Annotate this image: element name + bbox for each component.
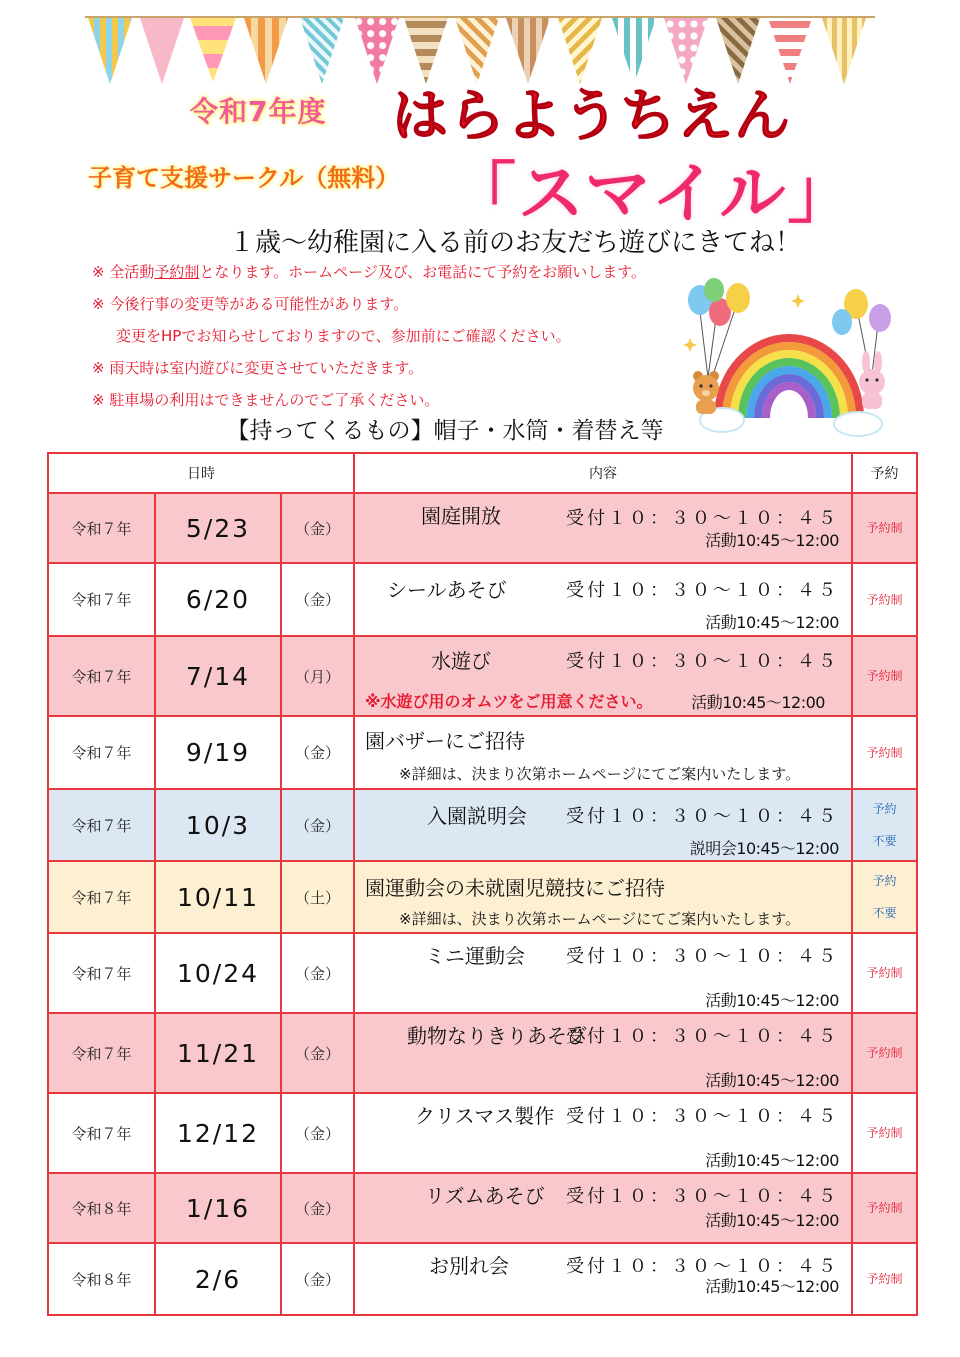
reservation-line: 不要 [872, 834, 897, 848]
reservation-cell [852, 789, 917, 861]
content-cell [354, 1093, 852, 1173]
table-row [48, 1093, 917, 1173]
content-cell [354, 636, 852, 716]
table-row [48, 636, 917, 716]
reservation-cell: 予約制 [852, 563, 917, 636]
date-cell: 5/23 [155, 493, 281, 563]
date-cell: 9/19 [155, 716, 281, 789]
table-row [48, 716, 917, 789]
table-row [48, 933, 917, 1013]
table-row [48, 789, 917, 861]
event-title: 入園説明会 [427, 804, 527, 828]
activity-time: 説明会10:45〜12:00 [689, 839, 839, 858]
era-cell: 令和７年 [48, 789, 155, 861]
circle-name: 「スマイル」 [450, 155, 856, 232]
date-cell: 11/21 [155, 1013, 281, 1093]
event-title: 動物なりきりあそび [407, 1024, 587, 1048]
event-title: クリスマス製作 [415, 1104, 555, 1128]
activity-time: 活動10:45〜12:00 [691, 693, 825, 712]
weekday-cell: （金） [281, 493, 354, 563]
table-row [48, 563, 917, 636]
pennant-flag [244, 18, 288, 84]
content-cell [354, 789, 852, 861]
content-cell [354, 933, 852, 1013]
reservation-cell: 予約制 [852, 716, 917, 789]
activity-time: 活動10:45〜12:00 [705, 613, 839, 632]
activity-time: 活動10:45〜12:00 [705, 531, 839, 550]
reservation-cell: 予約制 [852, 933, 917, 1013]
weekday-cell: （金） [281, 933, 354, 1013]
note-item: ※ 駐車場の利用はできませんのでご了承ください。 [92, 391, 440, 409]
reservation-line: 予約 [872, 874, 897, 888]
items-to-bring: 【持ってくるもの】帽子・水筒・着替え等 [226, 418, 664, 444]
reservation-cell [852, 861, 917, 933]
table-header-row [48, 453, 917, 493]
date-cell: 10/11 [155, 861, 281, 933]
header-datetime: 日時 [48, 453, 354, 493]
pennant-flag [822, 18, 866, 84]
date-cell: 6/20 [155, 563, 281, 636]
event-title: シールあそび [387, 578, 507, 602]
era-cell: 令和７年 [48, 716, 155, 789]
weekday-cell: （金） [281, 563, 354, 636]
content-cell [354, 563, 852, 636]
bear-icon [693, 371, 719, 414]
table-row [48, 861, 917, 933]
weekday-cell: （金） [281, 789, 354, 861]
event-title: ミニ運動会 [425, 944, 525, 968]
era-cell: 令和７年 [48, 1013, 155, 1093]
event-title: 園運動会の未就園児競技にご招待 [365, 876, 665, 900]
content-cell [354, 1243, 852, 1315]
weekday-cell: （金） [281, 1173, 354, 1243]
rabbit-icon [859, 351, 885, 409]
reservation-cell: 予約制 [852, 1093, 917, 1173]
activity-time: 活動10:45〜12:00 [705, 1211, 839, 1230]
subtitle: １歳〜幼稚園に入る前のお友だち遊びにきてね！ [228, 228, 801, 258]
date-cell: 10/24 [155, 933, 281, 1013]
header-content: 内容 [354, 453, 852, 493]
era-cell: 令和７年 [48, 933, 155, 1013]
era-cell: 令和７年 [48, 1093, 155, 1173]
circle-label: 子育て支援サークル（無料） [88, 164, 400, 192]
reservation-line: 予約 [872, 802, 897, 816]
reservation-cell: 予約制 [852, 1243, 917, 1315]
content-cell [354, 493, 852, 563]
event-title: 園庭開放 [421, 504, 501, 528]
note-item: ※ 雨天時は室内遊びに変更させていただきます。 [92, 359, 424, 377]
date-cell: 10/3 [155, 789, 281, 861]
note-item: ※ 今後行事の変更等がある可能性があります。 [92, 295, 409, 313]
reception-time: 受付１０：３０〜１０：４５ [566, 1186, 839, 1207]
reservation-cell: 予約制 [852, 1013, 917, 1093]
reservation-line: 不要 [872, 906, 897, 920]
pennant-flag [300, 18, 344, 84]
header-reservation: 予約 [852, 453, 917, 493]
table-row [48, 1243, 917, 1315]
schedule-table [47, 452, 918, 1316]
activity-time: 活動10:45〜12:00 [705, 1151, 839, 1170]
reservation-cell: 予約制 [852, 636, 917, 716]
era-cell: 令和７年 [48, 493, 155, 563]
note-item: 変更をHPでお知らせしておりますので、参加前にご確認ください。 [116, 327, 571, 345]
pennant-flag [140, 18, 184, 84]
table-row [48, 1013, 917, 1093]
date-cell: 2/6 [155, 1243, 281, 1315]
content-cell [354, 1173, 852, 1243]
event-title: お別れ会 [429, 1254, 509, 1278]
school-name: はらようちえん [392, 84, 791, 149]
rainbow-arc [718, 338, 860, 418]
pennant-flag [190, 18, 236, 82]
weekday-cell: （金） [281, 716, 354, 789]
note-item: ※ 全活動予約制となります。ホームページ及び、お電話にて予約をお願いします。 [92, 263, 647, 281]
weekday-cell: （金） [281, 1093, 354, 1173]
event-title: 水遊び [431, 649, 491, 673]
reception-time: 受付１０：３０〜１０：４５ [566, 1256, 839, 1277]
era-cell: 令和８年 [48, 1173, 155, 1243]
event-title: リズムあそび [425, 1184, 545, 1208]
table-row [48, 493, 917, 563]
weekday-cell: （土） [281, 861, 354, 933]
event-note: ※詳細は、決まり次第ホームページにてご案内いたします。 [399, 765, 801, 783]
era-cell: 令和７年 [48, 861, 155, 933]
notes-list [92, 256, 646, 416]
weekday-cell: （金） [281, 1013, 354, 1093]
reservation-cell: 予約制 [852, 493, 917, 563]
reception-time: 受付１０：３０〜１０：４５ [566, 1106, 839, 1127]
title-year: 令和7年度 [190, 95, 327, 128]
era-cell: 令和７年 [48, 563, 155, 636]
date-cell: 1/16 [155, 1173, 281, 1243]
bunting-string [85, 16, 875, 18]
activity-time: 活動10:45〜12:00 [705, 1277, 839, 1296]
warning-note: ※水遊び用のオムツをご用意ください。 [365, 692, 653, 711]
event-title: 園バザーにご招待 [365, 729, 525, 753]
weekday-cell: （月） [281, 636, 354, 716]
reception-time: 受付１０：３０〜１０：４５ [566, 651, 839, 672]
reception-time: 受付１０：３０〜１０：４５ [566, 580, 839, 601]
content-cell [354, 1013, 852, 1093]
date-cell: 7/14 [155, 636, 281, 716]
pennant-flag [88, 18, 132, 84]
activity-time: 活動10:45〜12:00 [705, 991, 839, 1010]
reception-time: 受付１０：３０〜１０：４５ [566, 946, 839, 967]
reception-time: 受付１０：３０〜１０：４５ [566, 1026, 839, 1047]
event-note: ※詳細は、決まり次第ホームページにてご案内いたします。 [399, 910, 801, 928]
content-cell [354, 716, 852, 789]
reservation-cell: 予約制 [852, 1173, 917, 1243]
reception-time: 受付１０：３０〜１０：４５ [566, 806, 839, 827]
weekday-cell: （金） [281, 1243, 354, 1315]
content-cell [354, 861, 852, 933]
table-row [48, 1173, 917, 1243]
era-cell: 令和７年 [48, 636, 155, 716]
date-cell: 12/12 [155, 1093, 281, 1173]
era-cell: 令和８年 [48, 1243, 155, 1315]
reception-time: 受付１０：３０〜１０：４５ [566, 508, 839, 529]
activity-time: 活動10:45〜12:00 [705, 1071, 839, 1090]
